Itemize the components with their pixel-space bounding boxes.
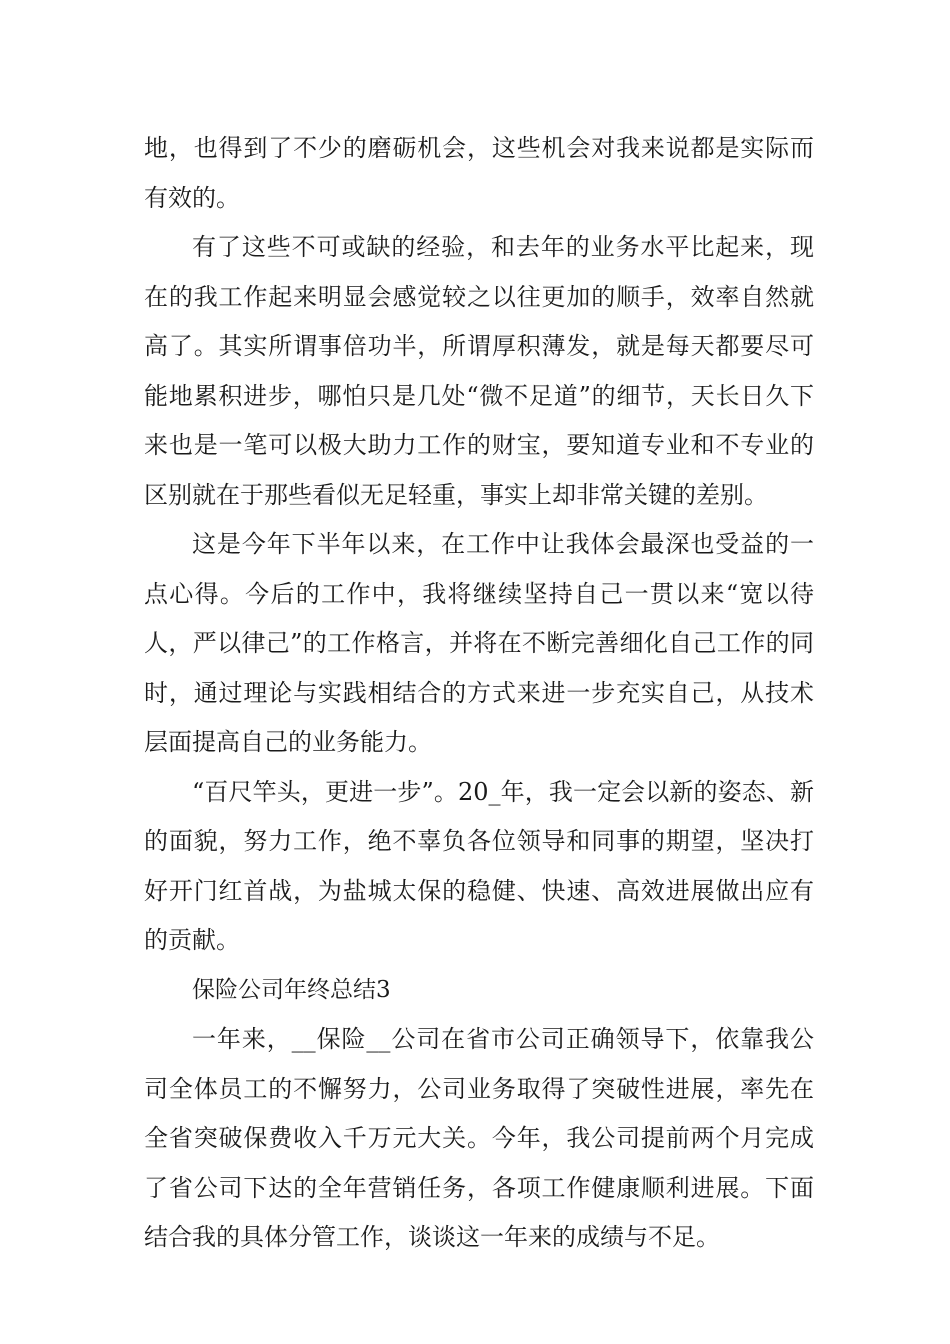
section-heading: 保险公司年终总结3 bbox=[192, 976, 391, 1003]
paragraph-1: 地，也得到了不少的磨砺机会，这些机会对我来说都是实际而有效的。 bbox=[144, 134, 814, 212]
document-body bbox=[144, 124, 814, 1263]
paragraph-4: “百尺竿头，更进一步”。20_年，我一定会以新的姿态、新的面貌，努力工作，绝不辜负各位领导和同事的期望，坚决打好开门红首战，为盐城太保的稳健、快速、高效进展做出应有的贡献。 bbox=[144, 777, 814, 954]
paragraph-3: 这是今年下半年以来，在工作中让我体会最深也受益的一点心得。今后的工作中，我将继续坚持自己一贯以来“宽以待人，严以律己”的工作格言，并将在不断完善细化自己工作的同时，通过理论与实践相结合的方式来进一步充实自己，从技术层面提高自己的业务能力。 bbox=[144, 530, 814, 756]
paragraph-2: 有了这些不可或缺的经验，和去年的业务水平比起来，现在的我工作起来明显会感觉较之以往更加的顺手，效率自然就高了。其实所谓事倍功半，所谓厚积薄发，就是每天都要尽可能地累积进步，哪怕只是几处“微不足道”的细节，天长日久下来也是一笔可以极大助力工作的财宝，要知道专业和不专业的区别就在于那些看似无足轻重，事实上却非常关键的差别。 bbox=[144, 233, 814, 509]
paragraph-5: 一年来，__保险__公司在省市公司正确领导下，依靠我公司全体员工的不懈努力，公司业务取得了突破性进展，率先在全省突破保费收入千万元大关。今年，我公司提前两个月完成了省公司下达的全年营销任务，各项工作健康顺利进展。下面结合我的具体分管工作，谈谈这一年来的成绩与不足。 bbox=[144, 1025, 814, 1251]
